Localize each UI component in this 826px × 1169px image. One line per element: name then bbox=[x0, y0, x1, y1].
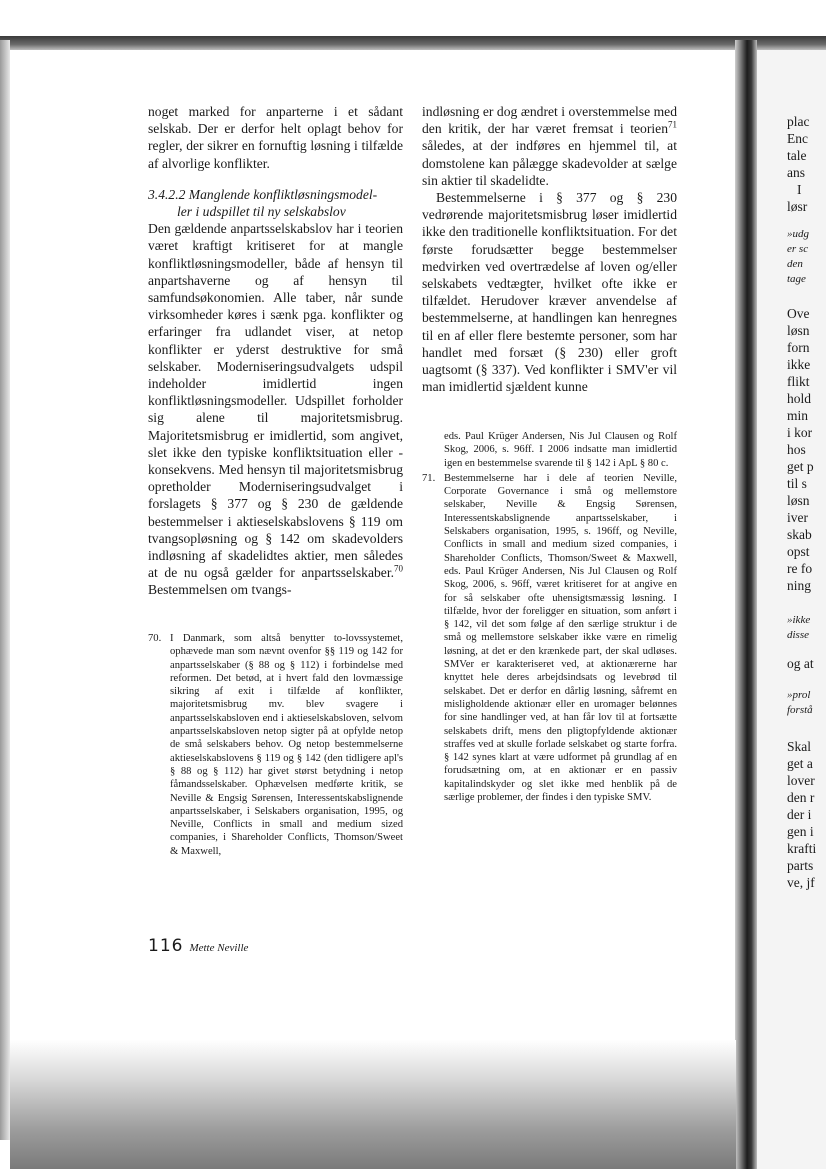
right-page-line: til s bbox=[787, 476, 807, 491]
footnote-71-text: Bestemmelserne har i dele af teorien Neville, Corporate Governance i små og mellemstore selskaber, Neville & Engsig Sørensen, Interessentskabslignende anpartsselskaber, i Selskabers organisation, 1995, s. 196ff, og Neville, Conflicts in small and medium sized companies, i Shareholder Conflicts, Thomson/Sweet & Maxwell, eds. Paul Krüger Andersen, Nis Jul Clausen og Rolf Skog, 2006, s. 96ff, været kritiseret for at angive en for så selskaber ofte uhensigtsmæssig løsning. I tilfælde, hvor der foreligger en situation, som anført i § 142, vil det som følge af den særlige struktur i de små og mellemstore selskaber ikke være en rimelig løsning, at det er den krænkede part, der skal udløses. SMVer er karakteriseret ved, at aktionærerne har knyttet hele deres arbejdsindsats og levebrød til selskabet. Det er derfor en dårlig løsning, såfremt en misligholdende aktionær eller en uromager belønnes for sine handlinger ved, at han får lov til at fortsætte selskabets drift, mens den pligtopfyldende aktionær straffes ved at skulle forlade selskabet og starte forfra. § 142 synes klart at være udformet på grundlag af en forudsætning om, at en aktionær er en passiv kapitalindskyder og slet ikke med henblik på de særlige problemer, der findes i den typiske SMV. bbox=[444, 472, 677, 804]
right-page-line: gen i bbox=[787, 824, 814, 839]
scan-top-border bbox=[0, 36, 826, 50]
right-page-line: ve, jf bbox=[787, 875, 815, 890]
body-paragraph bbox=[422, 103, 677, 189]
body-text: Den gældende anpartsselskabslov har i teorien været kraftigt kritiseret for at mangle konfliktløsningsmodeller, både af hensyn til anpartshaverne og af hensyn til samfundsøkonomien. Alle taber, når sunde virksomheder køres i sænk pga. konflikter og erfaringer fra udlandet viser, at netop konflikter er yderst destruktive for små selskaber. Moderniseringsudvalgets udspil indeholder imidlertid ingen konfliktløsningsmodeller. Udspillet forholder sig alene til majoritetsmisbrug. Majoritetsmisbrug er imidlertid, som angivet, slet ikke den typiske konfliktsituation eller -konsekvens. Med hensyn til majoritetsmisbrug opretholder Moderniseringsudvalget i forslagets § 377 og § 230 de gældende bestemmelser i aktieselskabslovens § 119 om tvangsopløsning og § 142 om skadevolders indløsning af skadelidtes aktier, men således at de nu også gælder for anpartsselskaber. bbox=[148, 221, 403, 581]
right-page-line: Skal bbox=[787, 739, 812, 754]
right-page-line: ning bbox=[787, 578, 812, 593]
running-author: Mette Neville bbox=[189, 942, 249, 954]
right-page-line: den r bbox=[787, 790, 815, 805]
right-page-line: forn bbox=[787, 340, 810, 355]
right-page-line: »prol bbox=[787, 689, 811, 701]
right-page-line: flikt bbox=[787, 374, 810, 389]
body-text: således, at der indføres en hjemmel til, at domstolene kan pålægge skadevolder at sælge sin aktier til skadelidte. bbox=[422, 138, 677, 188]
footnote-number: 71. bbox=[422, 472, 436, 484]
right-page-line: plac bbox=[787, 114, 810, 129]
right-page-line: ikke bbox=[787, 357, 811, 372]
right-page-line: ans bbox=[787, 165, 805, 180]
right-page-line: re fo bbox=[787, 561, 813, 576]
section-heading-line2: ler i udspillet til ny selskabslov bbox=[177, 204, 346, 220]
right-page-line: »udg bbox=[787, 228, 809, 240]
footnote-ref-71[interactable]: 71 bbox=[668, 119, 677, 130]
book-gutter bbox=[735, 40, 757, 1169]
body-paragraph: Bestemmelserne i § 377 og § 230 vedrørende majoritetsmisbrug løser imidlertid ikke den traditionelle konfliktsituation. For det første forudsætter begge bestemmelser medvirken ved overtrædelse af loven og/eller selskabets vedtægter, hvilket ofte ikke er tilfældet. Herudover kræver anvendelse af bestemmelserne, at handlingen kan henregnes til en af eller flere bestemte personer, som har handlet med forsæt (§ 230) eller groft uagtsomt (§ 337). Ved konflikter i SMV'er vil man imidlertid sjældent kunne bbox=[422, 190, 677, 395]
right-page-line: der i bbox=[787, 807, 812, 822]
right-page-line: forstå bbox=[787, 704, 813, 716]
right-page-line: den bbox=[787, 258, 803, 270]
section-heading bbox=[148, 186, 403, 220]
right-page-fragment bbox=[757, 50, 826, 1169]
footnotes-right bbox=[422, 430, 677, 804]
page-footer bbox=[148, 935, 248, 957]
footnote-70 bbox=[148, 632, 403, 858]
right-page-line: parts bbox=[787, 858, 814, 873]
section-heading-line1: 3.4.2.2 Manglende konfliktløsningsmodel- bbox=[148, 186, 378, 202]
page-number: 116 bbox=[148, 936, 184, 956]
right-page-line: i kor bbox=[787, 425, 813, 440]
right-page-line: hos bbox=[787, 442, 806, 457]
right-page-line: løsn bbox=[787, 493, 810, 508]
body-paragraph bbox=[148, 220, 403, 598]
right-page-line: krafti bbox=[787, 841, 817, 856]
body-column-left bbox=[148, 103, 403, 599]
right-page-line: get a bbox=[787, 756, 813, 771]
right-page-line: get p bbox=[787, 459, 814, 474]
right-page-line: hold bbox=[787, 391, 812, 406]
right-page-line: Enc bbox=[787, 131, 808, 146]
right-page-line: I bbox=[797, 182, 802, 197]
right-page-line: tage bbox=[787, 273, 806, 285]
footnote-ref-70[interactable]: 70 bbox=[394, 563, 403, 574]
right-page-line: løsr bbox=[787, 199, 808, 214]
right-page-line: Ove bbox=[787, 306, 810, 321]
body-text: Bestemmelsen om tvangs- bbox=[148, 582, 292, 598]
right-page-line: iver bbox=[787, 510, 808, 525]
right-page-line: og at bbox=[787, 656, 814, 671]
scan-bottom-shadow bbox=[10, 1040, 736, 1169]
right-page-line: opst bbox=[787, 544, 810, 559]
body-paragraph: noget marked for anparterne i et sådant selskab. Der er derfor helt oplagt behov for regler, der sikrer en fornuftig løsning i tilfælde af alvorlige konflikter. bbox=[148, 104, 403, 171]
footnote-text: I Danmark, som altså benytter to-lovssystemet, ophævede man som nævnt ovenfor §§ 119 og 142 for anpartsselskaber (§ 88 og § 112) i forbindelse med reformen. Det betød, at i hvert fald den lovmæssige sikring af exit i tilfælde af konflikter, majoritetsmisbrug mv. blev svagere i anpartsselskabsloven end i aktieselskabsloven, selvom anpartsselskabsloven netop sigter på at opfylde netop de små selskabers behov. Og netop bestemmelserne aktieselskabslovens § 119 og § 142 (den tidligere apl's § 88 og § 112) har givet størst betydning i netop fåmandsselskaber. Ophævelsen medførte kritik, se Neville & Engsig Sørensen, Interessentskabslignende anpartsselskaber, i Selskabers organisation, 1995, og Neville, Conflicts in small and medium sized companies, i Shareholder Conflicts, Thomson/Sweet & Maxwell, bbox=[170, 633, 403, 857]
right-page-line: min bbox=[787, 408, 809, 423]
right-page-line: er sc bbox=[787, 243, 809, 255]
right-page-line: disse bbox=[787, 629, 809, 641]
right-page-line: »ikke bbox=[787, 614, 811, 626]
body-text: indløsning er dog ændret i overstemmelse med den kritik, der har været fremsat i teorien bbox=[422, 104, 677, 137]
page-left-edge bbox=[0, 40, 10, 1140]
footnote-70-continuation: eds. Paul Krüger Andersen, Nis Jul Clausen og Rolf Skog, 2006, s. 96ff. I 2006 indsatte man imidlertid igen en bestemmelse svarende til § 142 i ApL § 80 c. bbox=[444, 431, 677, 469]
right-page-line: tale bbox=[787, 148, 807, 163]
footnote-number: 70. bbox=[148, 633, 162, 644]
right-page-line: lover bbox=[787, 773, 815, 788]
body-column-right bbox=[422, 103, 677, 395]
right-page-line: løsn bbox=[787, 323, 810, 338]
right-page-line: skab bbox=[787, 527, 812, 542]
